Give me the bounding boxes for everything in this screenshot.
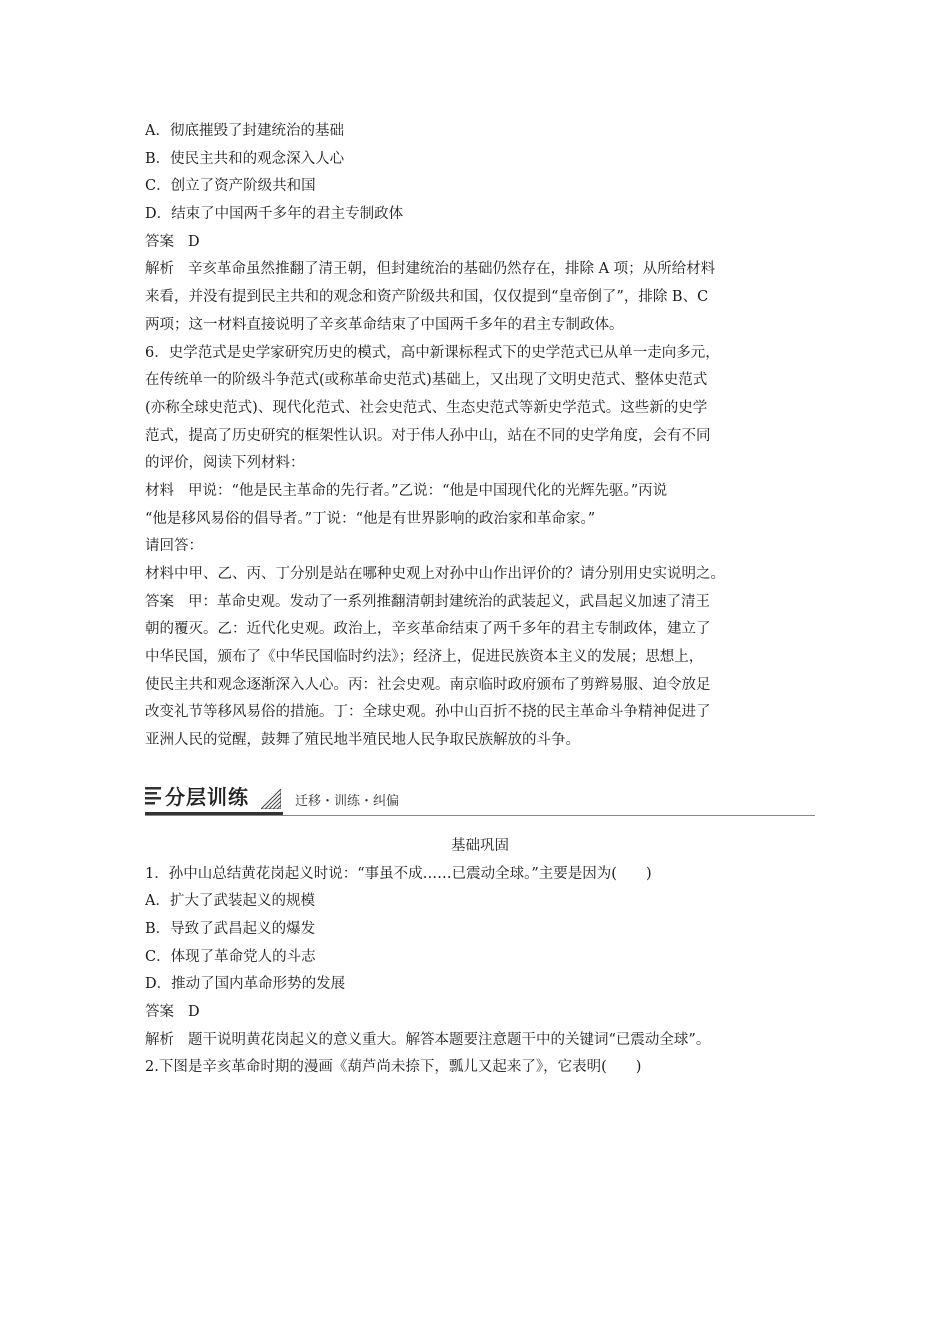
analysis-label: 解析 — [145, 261, 174, 278]
answer-text: 甲：革命史观。发动了一系列推翻清朝封建统治的武装起义，武昌起义加速了清王 — [188, 593, 710, 610]
analysis-line: 来看，并没有提到民主共和的观念和资产阶级共和国，仅仅提到“皇帝倒了”，排除 B、C — [145, 289, 709, 306]
question-stem: 的评价，阅读下列材料： — [145, 455, 305, 472]
section-banner — [145, 771, 815, 829]
analysis-line — [145, 1027, 815, 1055]
answer-value: D — [188, 1003, 200, 1020]
option-d: D．推动了国内革命形势的发展 — [145, 976, 346, 993]
question-stem: 在传统单一的阶级斗争范式(或称革命史范式)基础上，又出现了文明史范式、整体史范式 — [145, 372, 708, 389]
analysis-line — [145, 256, 815, 284]
banner-title: 分层训练 — [165, 784, 249, 809]
option-c: C．创立了资产阶级共和国 — [145, 178, 316, 195]
material-line: “他是移风易俗的倡导者。”丁说：“他是有世界影响的政治家和革命家。” — [145, 510, 596, 527]
answer-line — [145, 999, 815, 1027]
analysis-line: 两项；这一材料直接说明了辛亥革命结束了中国两千多年的君主专制政体。 — [145, 316, 624, 333]
question-stem: 6．史学范式是史学家研究历史的模式，高中新课标程式下的史学范式已从单一走向多元， — [145, 344, 720, 361]
option-b: B．导致了武昌起义的爆发 — [145, 920, 316, 937]
option-a: A．彻底摧毁了封建统治的基础 — [145, 123, 344, 139]
answer-line: 中华民国，颁布了《中华民国临时约法》；经济上，促进民族资本主义的发展；思想上， — [145, 649, 704, 666]
answer-line: 朝的覆灭。乙：近代化史观。政治上，辛亥革命结束了两千多年的君主专制政体，建立了 — [145, 621, 711, 638]
answer-line — [145, 589, 815, 617]
answer-line: 改变礼节等移风易俗的措施。丁：全球史观。孙中山百折不挠的民主革命斗争精神促进了 — [145, 704, 711, 721]
banner-subtitle: 迁移・训练・纠偏 — [295, 793, 400, 809]
answer-label: 答案 — [145, 593, 174, 610]
section-title: 基础巩固 — [451, 837, 509, 854]
answer-line: 使民主共和观念逐渐深入人心。丙：社会史观。南京临时政府颁布了剪辫易服、迫令放足 — [145, 676, 711, 693]
material-label: 材料 — [145, 482, 174, 499]
stripes-icon — [145, 785, 161, 807]
analysis-label: 解析 — [145, 1031, 174, 1048]
material-text: 甲说：“他是民主革命的先行者。”乙说：“他是中国现代化的光辉先驱。”丙说 — [188, 482, 668, 499]
question-stem: 1．孙中山总结黄花岗起义时说：“事虽不成……已震动全球。”主要是因为( ) — [145, 865, 652, 882]
hatched-triangle-icon — [261, 789, 281, 809]
option-d: D．结束了中国两千多年的君主专制政体 — [145, 206, 404, 223]
analysis-text: 题干说明黄花岗起义的意义重大。解答本题要注意题干中的关键词“已震动全球”。 — [188, 1031, 711, 1048]
answer-value: D — [188, 233, 200, 250]
prompt-line: 请回答： — [145, 538, 203, 555]
material-line — [145, 478, 815, 506]
option-b: B．使民主共和的观念深入人心 — [145, 150, 345, 167]
option-c: C．体现了革命党人的斗志 — [145, 948, 316, 965]
document-page — [145, 118, 815, 1082]
option-a: A．扩大了武装起义的规模 — [145, 893, 315, 910]
banner-divider — [145, 815, 815, 816]
analysis-text: 辛亥革命虽然推翻了清王朝，但封建统治的基础仍然存在，排除 A 项；从所给材料 — [188, 261, 716, 278]
question-stem: 2.下图是辛亥革命时期的漫画《葫芦尚未捺下，瓢儿又起来了》，它表明( ) — [145, 1059, 642, 1076]
answer-line — [145, 229, 815, 257]
answer-line: 亚洲人民的觉醒，鼓舞了殖民地半殖民地人民争取民族解放的斗争。 — [145, 732, 580, 749]
question-stem: (亦称全球史范式)、现代化范式、社会史范式、生态史范式等新史学范式。这些新的史学 — [145, 399, 708, 416]
answer-label: 答案 — [145, 233, 174, 250]
answer-label: 答案 — [145, 1003, 174, 1020]
question-line: 材料中甲、乙、丙、丁分别是站在哪种史观上对孙中山作出评价的？请分别用史实说明之。 — [145, 566, 725, 582]
question-stem: 范式，提高了历史研究的框架性认识。对于伟人孙中山，站在不同的史学角度，会有不同 — [145, 427, 711, 444]
